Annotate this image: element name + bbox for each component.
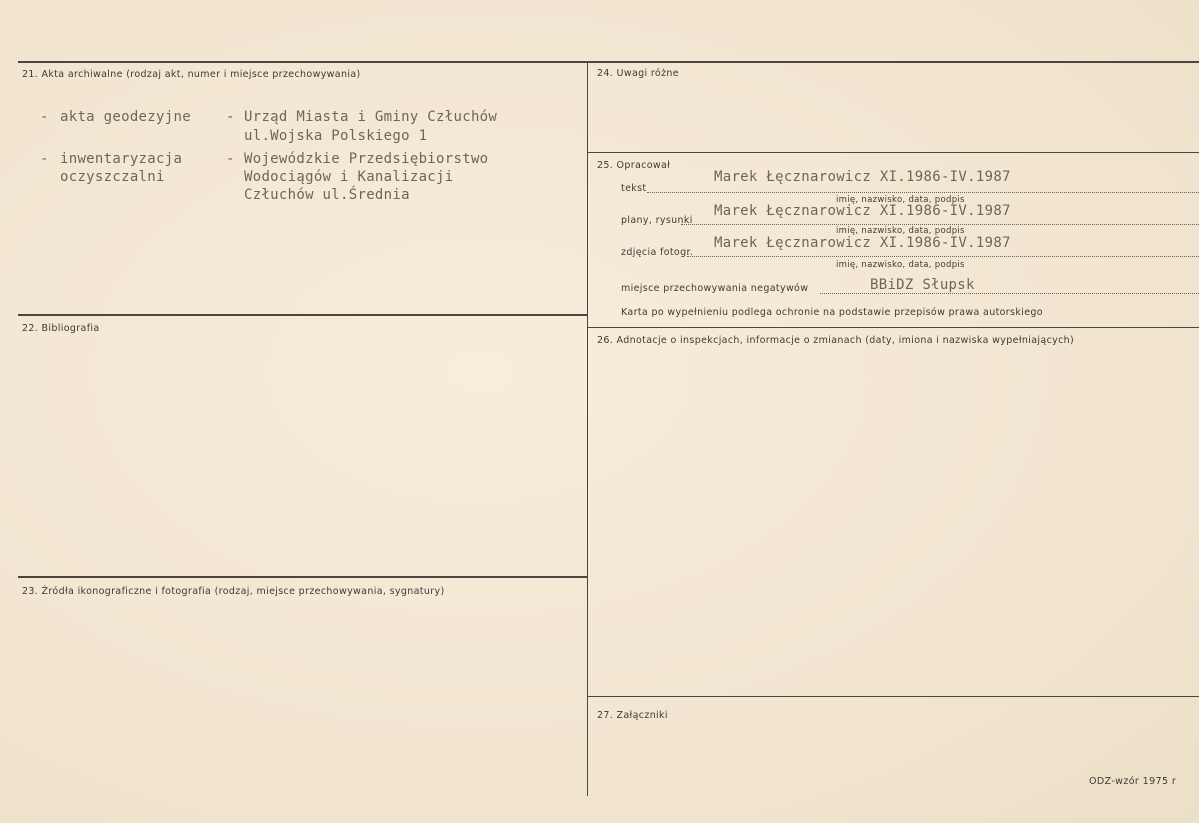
row-plans-label: plany, rysunki bbox=[621, 215, 693, 226]
row-text-line bbox=[647, 192, 1199, 193]
row-photos-hint: imię, nazwisko, data, podpis bbox=[836, 260, 965, 270]
entry-1-place-line-2: ul.Wojska Polskiego 1 bbox=[244, 128, 428, 144]
entry-1-place-line-1: Urząd Miasta i Gminy Człuchów bbox=[244, 109, 498, 125]
row-photos-line bbox=[687, 256, 1199, 257]
entry-2-place-line-3: Człuchów ul.Średnia bbox=[244, 187, 410, 203]
entry-1-type: akta geodezyjne bbox=[60, 109, 191, 125]
entry-2-place-line-1: Wojewódzkie Przedsiębiorstwo bbox=[244, 151, 489, 167]
section-21-title: 21. Akta archiwalne (rodzaj akt, numer i miejsce przechowywania) bbox=[22, 69, 361, 80]
divider-24-25 bbox=[588, 152, 1199, 153]
row-photos-value: Marek Łęcznarowicz XI.1986-IV.1987 bbox=[714, 235, 1011, 251]
negatives-label: miejsce przechowywania negatywów bbox=[621, 283, 809, 294]
entry-1-dash: - bbox=[40, 109, 49, 125]
row-plans-line bbox=[681, 224, 1199, 225]
entry-2-type-line-1: inwentaryzacja bbox=[60, 151, 183, 167]
negatives-value: BBiDZ Słupsk bbox=[870, 277, 975, 293]
copyright-note: Karta po wypełnieniu podlega ochronie na podstawie przepisów prawa autorskiego bbox=[621, 307, 1043, 318]
divider-22-23 bbox=[18, 576, 588, 578]
divider-25-26 bbox=[588, 327, 1199, 328]
entry-2-type-line-2: oczyszczalni bbox=[60, 169, 165, 185]
row-plans-hint: imię, nazwisko, data, podpis bbox=[836, 226, 965, 236]
row-photos-label: zdjęcia fotogr. bbox=[621, 247, 694, 258]
row-text-label: tekst bbox=[621, 183, 647, 194]
section-24-title: 24. Uwagi różne bbox=[597, 68, 679, 79]
row-plans-value: Marek Łęcznarowicz XI.1986-IV.1987 bbox=[714, 203, 1011, 219]
top-border bbox=[18, 61, 1199, 63]
section-22-title: 22. Bibliografia bbox=[22, 323, 100, 334]
entry-2-place-line-2: Wodociągów i Kanalizacji bbox=[244, 169, 454, 185]
entry-2-dash: - bbox=[40, 151, 49, 167]
row-text-value: Marek Łęcznarowicz XI.1986-IV.1987 bbox=[714, 169, 1011, 185]
divider-21-22 bbox=[18, 314, 588, 316]
row-text-hint: imię, nazwisko, data, podpis bbox=[836, 195, 965, 205]
column-divider bbox=[587, 61, 588, 796]
entry-2-separator: - bbox=[226, 151, 235, 167]
divider-26-27 bbox=[588, 696, 1199, 697]
form-identifier: ODZ-wzór 1975 r bbox=[1089, 776, 1177, 787]
section-27-title: 27. Załączniki bbox=[597, 710, 668, 721]
section-23-title: 23. Źródła ikonograficzne i fotografia (rodzaj, miejsce przechowywania, sygnatury) bbox=[22, 586, 445, 597]
section-25-title: 25. Opracował bbox=[597, 160, 671, 171]
section-26-title: 26. Adnotacje o inspekcjach, informacje o zmianach (daty, imiona i nazwiska wypełniających) bbox=[597, 335, 1075, 346]
entry-1-separator: - bbox=[226, 109, 235, 125]
